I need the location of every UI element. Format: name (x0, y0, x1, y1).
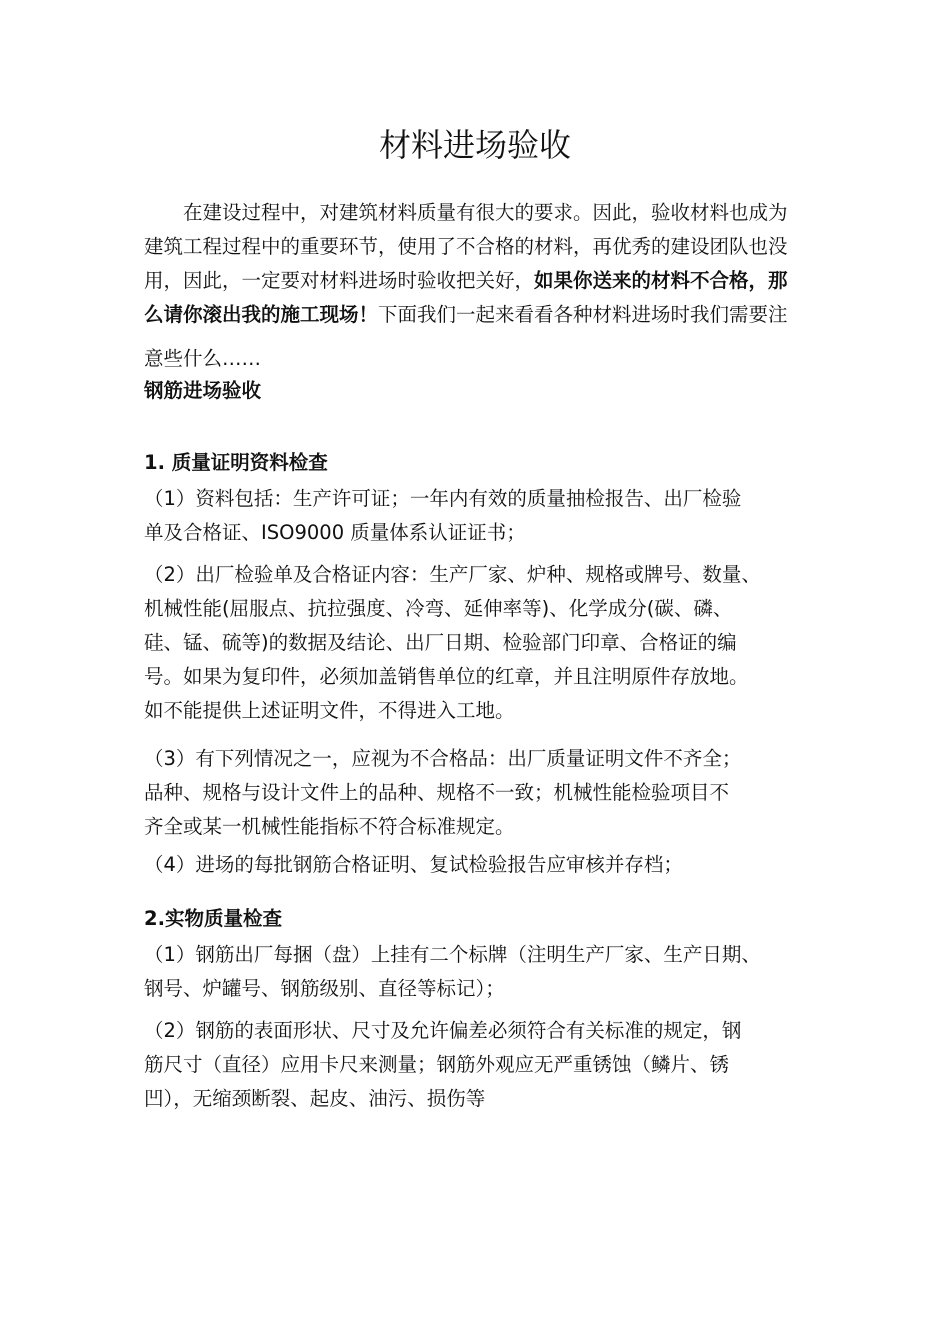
intro-emphasis: 如果你送来的材料不合格，那 (534, 269, 788, 292)
subsection-heading: 1. 质量证明资料检查 (144, 451, 328, 474)
list-item (144, 742, 824, 844)
list-item (144, 558, 824, 728)
item-line: 机械性能(屈服点、抗拉强度、冷弯、延伸率等)、化学成分(碳、磷、 (144, 597, 733, 620)
item-line: 齐全或某一机械性能指标不符合标准规定。 (144, 815, 515, 838)
item-line: 钢号、炉罐号、钢筋级别、直径等标记）； (144, 977, 505, 1000)
item-line: 如不能提供上述证明文件，不得进入工地。 (144, 699, 515, 722)
item-line: （1）资料包括：生产许可证；一年内有效的质量抽检报告、出厂检验 (144, 487, 742, 510)
page-title: 材料进场验收 (378, 126, 571, 165)
item-line: （2）钢筋的表面形状、尺寸及允许偏差必须符合有关标准的规定，钢 (144, 1019, 742, 1042)
list-item: （4）进场的每批钢筋合格证明、复试检验报告应审核并存档； (144, 853, 683, 876)
item-line: 单及合格证、ISO9000 质量体系认证证书； (144, 521, 526, 544)
intro-text: 下面我们一起来看看各种材料进场时我们需要注 (378, 303, 788, 326)
intro-line (144, 298, 824, 332)
item-line: （1）钢筋出厂每捆（盘）上挂有二个标牌（注明生产厂家、生产日期、 (144, 943, 761, 966)
intro-paragraph (144, 196, 824, 332)
intro-ending: 意些什么…… (144, 347, 262, 370)
list-item (144, 938, 824, 1006)
item-line: 筋尺寸（直径）应用卡尺来测量；钢筋外观应无严重锈蚀（鳞片、锈 (144, 1053, 730, 1076)
list-item (144, 482, 824, 550)
item-line: （2）出厂检验单及合格证内容：生产厂家、炉种、规格或牌号、数量、 (144, 563, 761, 586)
intro-line (144, 264, 824, 298)
intro-emphasis: 么请你滚出我的施工现场！ (144, 303, 379, 326)
intro-text: 用，因此，一定要对材料进场时验收把关好， (144, 269, 535, 292)
item-line: 凹），无缩颈断裂、起皮、油污、损伤等 (144, 1087, 486, 1110)
intro-line: 建筑工程过程中的重要环节，使用了不合格的材料，再优秀的建设团队也没 (144, 235, 788, 258)
item-line: （3）有下列情况之一，应视为不合格品：出厂质量证明文件不齐全； (144, 747, 742, 770)
list-item (144, 1014, 824, 1116)
item-line: 硅、锰、硫等)的数据及结论、出厂日期、检验部门印章、合格证的编 (144, 631, 737, 654)
section-heading: 钢筋进场验收 (144, 379, 262, 402)
subsection-heading: 2.实物质量检查 (144, 907, 282, 930)
intro-line: 在建设过程中，对建筑材料质量有很大的要求。因此，验收材料也成为 (183, 201, 788, 224)
item-line: 号。如果为复印件，必须加盖销售单位的红章，并且注明原件存放地。 (144, 665, 749, 688)
item-line: 品种、规格与设计文件上的品种、规格不一致；机械性能检验项目不 (144, 781, 730, 804)
